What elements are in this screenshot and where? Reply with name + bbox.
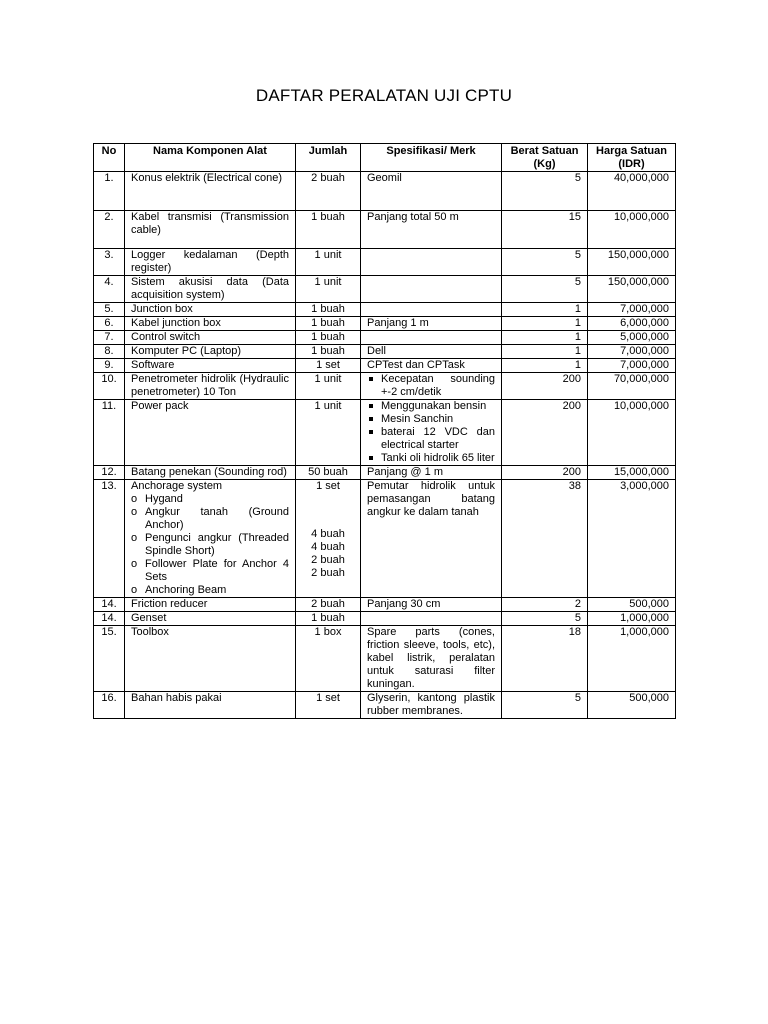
spec-bullet: Mesin Sanchin: [367, 413, 495, 426]
cell-name: Komputer PC (Laptop): [125, 345, 296, 359]
cell-price: 6,000,000: [588, 317, 676, 331]
cell-no: 13.: [94, 480, 125, 598]
cell-no: 3.: [94, 249, 125, 276]
cell-name: Power pack: [125, 400, 296, 466]
cell-weight: 200: [502, 400, 588, 466]
cell-no: 6.: [94, 317, 125, 331]
cell-no: 8.: [94, 345, 125, 359]
cell-no: 12.: [94, 466, 125, 480]
cell-spec: Panjang 30 cm: [361, 598, 502, 612]
cell-weight: 1: [502, 317, 588, 331]
qty-main: 1 set: [316, 480, 340, 492]
cell-weight: 18: [502, 626, 588, 692]
cell-name: Batang penekan (Sounding rod): [125, 466, 296, 480]
table-row: [94, 400, 676, 466]
cell-weight: 5: [502, 172, 588, 211]
cell-no: 14.: [94, 612, 125, 626]
cell-weight: 2: [502, 598, 588, 612]
table-row: [94, 249, 676, 276]
cell-name: Control switch: [125, 331, 296, 345]
cell-qty: 1 box: [296, 626, 361, 692]
qty-sub: 2 buah: [311, 554, 345, 566]
cell-qty: 2 buah: [296, 172, 361, 211]
anchorage-item: o Hygand: [131, 493, 289, 506]
spec-bullet: Menggunakan bensin: [367, 400, 495, 413]
cell-no: 4.: [94, 276, 125, 303]
spec-bullet: Kecepatan sounding +-2 cm/detik: [367, 373, 495, 399]
cell-price: 70,000,000: [588, 373, 676, 400]
cell-spec: [361, 303, 502, 317]
cell-weight: 1: [502, 303, 588, 317]
spec-bullet: Tanki oli hidrolik 65 liter: [367, 452, 495, 465]
table-row: [94, 303, 676, 317]
cell-no: 14.: [94, 598, 125, 612]
cell-name: Friction reducer: [125, 598, 296, 612]
cell-price: 150,000,000: [588, 249, 676, 276]
cell-price: 1,000,000: [588, 612, 676, 626]
cell-qty: [296, 480, 361, 598]
cell-qty: 1 buah: [296, 331, 361, 345]
cell-spec: Dell: [361, 345, 502, 359]
cell-price: 10,000,000: [588, 400, 676, 466]
cell-spec: CPTest dan CPTask: [361, 359, 502, 373]
cell-price: 500,000: [588, 692, 676, 719]
header-weight: Berat Satuan (Kg): [502, 144, 588, 172]
header-name: Nama Komponen Alat: [125, 144, 296, 172]
equipment-table: [93, 143, 676, 719]
cell-price: 10,000,000: [588, 211, 676, 249]
header-spec: Spesifikasi/ Merk: [361, 144, 502, 172]
header-price: Harga Satuan (IDR): [588, 144, 676, 172]
cell-price: 7,000,000: [588, 303, 676, 317]
cell-spec: [361, 400, 502, 466]
cell-qty: 1 unit: [296, 276, 361, 303]
cell-name: Software: [125, 359, 296, 373]
cell-name: Penetrometer hidrolik (Hydraulic penetrometer) 10 Ton: [125, 373, 296, 400]
table-row: [94, 331, 676, 345]
cell-spec: [361, 373, 502, 400]
anchorage-item: o Follower Plate for Anchor 4 Sets: [131, 558, 289, 584]
cell-name: Genset: [125, 612, 296, 626]
cell-no: 5.: [94, 303, 125, 317]
cell-spec: Panjang total 50 m: [361, 211, 502, 249]
cell-weight: 38: [502, 480, 588, 598]
cell-weight: 5: [502, 612, 588, 626]
cell-spec: Panjang 1 m: [361, 317, 502, 331]
qty-sub: 2 buah: [311, 567, 345, 579]
cell-name: Sistem akusisi data (Data acquisition system): [125, 276, 296, 303]
cell-name: Logger kedalaman (Depth register): [125, 249, 296, 276]
cell-name: Toolbox: [125, 626, 296, 692]
cell-no: 1.: [94, 172, 125, 211]
cell-no: 10.: [94, 373, 125, 400]
qty-sub: 4 buah: [311, 528, 345, 540]
table-row: [94, 317, 676, 331]
cell-qty: 1 buah: [296, 317, 361, 331]
cell-no: 11.: [94, 400, 125, 466]
cell-spec: Glyserin, kantong plastik rubber membranes.: [361, 692, 502, 719]
cell-spec: Spare parts (cones, friction sleeve, tools, etc), kabel listrik, peralatan untuk saturasi filter kuningan.: [361, 626, 502, 692]
cell-weight: 5: [502, 249, 588, 276]
cell-weight: 5: [502, 276, 588, 303]
anchorage-title: Anchorage system: [131, 480, 223, 492]
table-row: [94, 276, 676, 303]
cell-qty: 1 unit: [296, 249, 361, 276]
cell-weight: 1: [502, 331, 588, 345]
cell-name: Kabel transmisi (Transmission cable): [125, 211, 296, 249]
cell-qty: 1 set: [296, 692, 361, 719]
cell-price: 5,000,000: [588, 331, 676, 345]
cell-price: 7,000,000: [588, 359, 676, 373]
cell-qty: 1 set: [296, 359, 361, 373]
cell-no: 16.: [94, 692, 125, 719]
cell-weight: 5: [502, 692, 588, 719]
cell-no: 15.: [94, 626, 125, 692]
table-row: [94, 466, 676, 480]
cell-no: 2.: [94, 211, 125, 249]
cell-name: Kabel junction box: [125, 317, 296, 331]
header-no: No: [94, 144, 125, 172]
anchorage-item: o Pengunci angkur (Threaded Spindle Short): [131, 532, 289, 558]
cell-name: Konus elektrik (Electrical cone): [125, 172, 296, 211]
page-title: DAFTAR PERALATAN UJI CPTU: [255, 86, 513, 105]
cell-name: Bahan habis pakai: [125, 692, 296, 719]
cell-spec: [361, 331, 502, 345]
cell-weight: 15: [502, 211, 588, 249]
cell-spec: [361, 249, 502, 276]
cell-qty: 1 unit: [296, 400, 361, 466]
cell-qty: 1 buah: [296, 612, 361, 626]
cell-price: 150,000,000: [588, 276, 676, 303]
table-row: [94, 359, 676, 373]
header-qty: Jumlah: [296, 144, 361, 172]
qty-sub: 4 buah: [311, 541, 345, 553]
cell-price: 40,000,000: [588, 172, 676, 211]
cell-qty: 2 buah: [296, 598, 361, 612]
cell-spec: Pemutar hidrolik untuk pemasangan batang angkur ke dalam tanah: [361, 480, 502, 598]
table-row: [94, 626, 676, 692]
cell-spec: Geomil: [361, 172, 502, 211]
table-row: [94, 211, 676, 249]
cell-weight: 200: [502, 373, 588, 400]
cell-weight: 1: [502, 345, 588, 359]
cell-qty: 50 buah: [296, 466, 361, 480]
cell-name: Junction box: [125, 303, 296, 317]
table-row: [94, 692, 676, 719]
cell-price: 500,000: [588, 598, 676, 612]
spec-bullet: baterai 12 VDC dan electrical starter: [367, 426, 495, 452]
table-header-row: [94, 144, 676, 172]
cell-no: 9.: [94, 359, 125, 373]
cell-qty: 1 unit: [296, 373, 361, 400]
cell-price: 15,000,000: [588, 466, 676, 480]
cell-spec: Panjang @ 1 m: [361, 466, 502, 480]
anchorage-item: o Angkur tanah (Ground Anchor): [131, 506, 289, 532]
cell-spec: [361, 276, 502, 303]
cell-qty: 1 buah: [296, 303, 361, 317]
table-row: [94, 345, 676, 359]
cell-qty: 1 buah: [296, 345, 361, 359]
table-row: [94, 373, 676, 400]
anchorage-item: o Anchoring Beam: [131, 584, 289, 597]
cell-qty: 1 buah: [296, 211, 361, 249]
cell-weight: 1: [502, 359, 588, 373]
table-row: [94, 612, 676, 626]
table-row: [94, 172, 676, 211]
cell-price: 1,000,000: [588, 626, 676, 692]
cell-price: 3,000,000: [588, 480, 676, 598]
table-row: [94, 480, 676, 598]
cell-name: [125, 480, 296, 598]
table-row: [94, 598, 676, 612]
cell-price: 7,000,000: [588, 345, 676, 359]
cell-spec: [361, 612, 502, 626]
cell-no: 7.: [94, 331, 125, 345]
cell-weight: 200: [502, 466, 588, 480]
